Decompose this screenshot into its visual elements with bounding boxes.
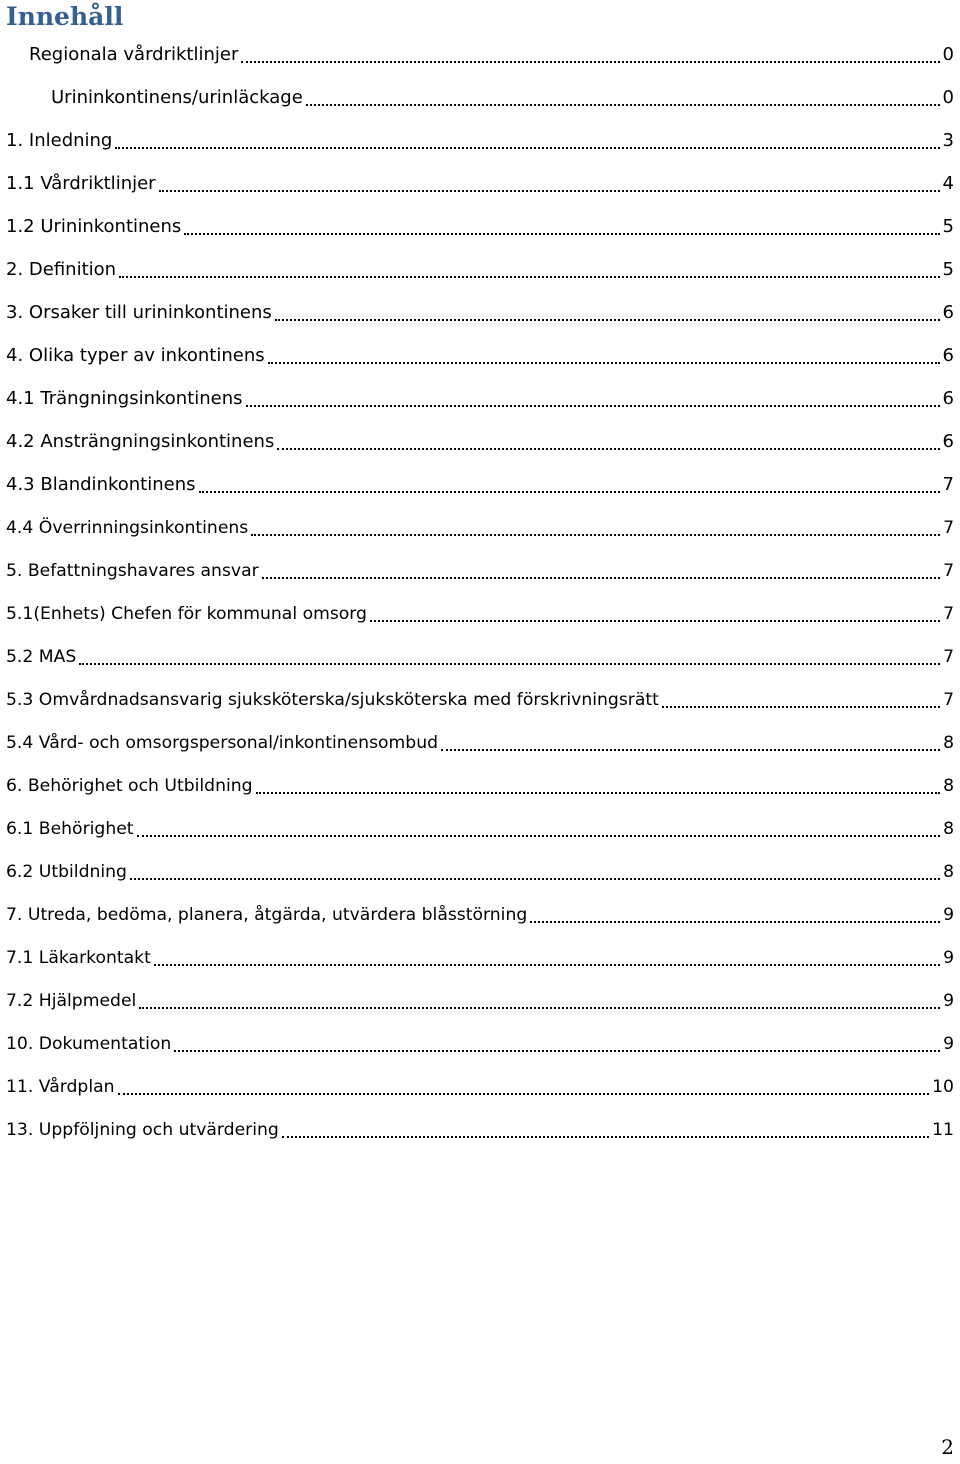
toc-heading: Innehåll bbox=[6, 2, 124, 31]
toc-entry-title: 1. Inledning bbox=[6, 130, 113, 151]
toc-entry-anstrangningsinkontinens[interactable] bbox=[0, 420, 960, 463]
toc-entry-page: 4 bbox=[942, 173, 954, 194]
toc-entry-page: 0 bbox=[942, 87, 954, 108]
dot-leader bbox=[130, 878, 940, 880]
toc-entry-lakarkontakt[interactable] bbox=[0, 936, 960, 979]
dot-leader bbox=[79, 663, 940, 665]
toc-entry-omvardnadsansvarig-sjukskoterska[interactable] bbox=[0, 678, 960, 721]
toc-entry-mas[interactable] bbox=[0, 635, 960, 678]
toc-entry-title: 6.2 Utbildning bbox=[6, 861, 127, 882]
toc-entry-title: 11. Vårdplan bbox=[6, 1076, 115, 1097]
dot-leader bbox=[662, 706, 940, 708]
toc-entry-page: 6 bbox=[942, 345, 954, 366]
dot-leader bbox=[268, 362, 940, 364]
toc-entry-page: 3 bbox=[942, 130, 954, 151]
toc-entry-title: 10. Dokumentation bbox=[6, 1033, 172, 1054]
toc-entry-title: 6.1 Behörighet bbox=[6, 818, 134, 839]
toc-entry-page: 8 bbox=[943, 732, 954, 753]
toc-entry-regionala-vardriktlinjer[interactable] bbox=[0, 33, 960, 76]
dot-leader bbox=[184, 233, 939, 235]
dot-leader bbox=[256, 792, 941, 794]
toc-entry-title: 4.3 Blandinkontinens bbox=[6, 474, 196, 495]
toc-entry-page: 9 bbox=[943, 904, 954, 925]
toc-entry-blandinkontinens[interactable] bbox=[0, 463, 960, 506]
toc-entry-chefen-kommunal-omsorg[interactable] bbox=[0, 592, 960, 635]
dot-leader bbox=[370, 620, 940, 622]
toc-entry-page: 7 bbox=[943, 517, 954, 538]
toc-entry-title: 5.4 Vård- och omsorgspersonal/inkontinensombud bbox=[6, 732, 439, 753]
toc-entry-page: 6 bbox=[942, 302, 954, 323]
toc-entry-title: 7.1 Läkarkontakt bbox=[6, 947, 151, 968]
toc-entry-page: 5 bbox=[942, 216, 954, 237]
toc-entry-title: 6. Behörighet och Utbildning bbox=[6, 775, 253, 796]
table-of-contents bbox=[0, 33, 960, 1151]
dot-leader bbox=[246, 405, 940, 407]
toc-entry-title: 4.1 Trängningsinkontinens bbox=[6, 388, 243, 409]
toc-entry-urininkontinens-urinlackage[interactable] bbox=[0, 76, 960, 119]
toc-entry-uppfoljning-och-utvardering[interactable] bbox=[0, 1108, 960, 1151]
toc-entry-page: 7 bbox=[942, 474, 954, 495]
toc-entry-title: 1.1 Vårdriktlinjer bbox=[6, 173, 156, 194]
toc-entry-title: 4.2 Ansträngningsinkontinens bbox=[6, 431, 275, 452]
toc-entry-olika-typer[interactable] bbox=[0, 334, 960, 377]
dot-leader bbox=[251, 534, 940, 536]
toc-entry-vardriktlinjer[interactable] bbox=[0, 162, 960, 205]
toc-entry-befattningshavares-ansvar[interactable] bbox=[0, 549, 960, 592]
dot-leader bbox=[137, 835, 941, 837]
toc-entry-page: 8 bbox=[943, 818, 954, 839]
dot-leader bbox=[159, 190, 940, 192]
toc-entry-page: 9 bbox=[943, 990, 954, 1011]
toc-entry-page: 0 bbox=[942, 44, 954, 65]
toc-entry-vard-och-omsorgspersonal[interactable] bbox=[0, 721, 960, 764]
toc-entry-title: 4. Olika typer av inkontinens bbox=[6, 345, 265, 366]
toc-entry-page: 7 bbox=[943, 603, 954, 624]
dot-leader bbox=[277, 448, 939, 450]
dot-leader bbox=[275, 319, 940, 321]
toc-entry-vardplan[interactable] bbox=[0, 1065, 960, 1108]
toc-entry-title: 5.1(Enhets) Chefen för kommunal omsorg bbox=[6, 603, 367, 624]
dot-leader bbox=[154, 964, 940, 966]
toc-entry-title: 5.3 Omvårdnadsansvarig sjuksköterska/sjuksköterska med förskrivningsrätt bbox=[6, 689, 659, 710]
toc-entry-inledning[interactable] bbox=[0, 119, 960, 162]
dot-leader bbox=[199, 491, 940, 493]
toc-entry-page: 6 bbox=[942, 431, 954, 452]
dot-leader bbox=[306, 104, 940, 106]
dot-leader bbox=[119, 276, 939, 278]
toc-entry-page: 9 bbox=[943, 947, 954, 968]
toc-entry-page: 7 bbox=[943, 560, 954, 581]
dot-leader bbox=[262, 577, 940, 579]
toc-entry-title: 13. Uppföljning och utvärdering bbox=[6, 1119, 279, 1140]
toc-entry-page: 10 bbox=[932, 1076, 954, 1097]
toc-entry-overrinningsinkontinens[interactable] bbox=[0, 506, 960, 549]
toc-entry-page: 11 bbox=[932, 1119, 954, 1140]
toc-entry-title: Regionala vårdriktlinjer bbox=[29, 44, 239, 65]
toc-entry-page: 8 bbox=[943, 775, 954, 796]
toc-entry-title: 2. Definition bbox=[6, 259, 117, 280]
toc-entry-behorighet-och-utbildning[interactable] bbox=[0, 764, 960, 807]
page-number: 2 bbox=[941, 1435, 954, 1459]
dot-leader bbox=[241, 61, 939, 63]
dot-leader bbox=[282, 1136, 929, 1138]
toc-entry-page: 6 bbox=[942, 388, 954, 409]
toc-entry-title: 5.2 MAS bbox=[6, 646, 77, 667]
toc-entry-page: 9 bbox=[943, 1033, 954, 1054]
toc-entry-urininkontinens[interactable] bbox=[0, 205, 960, 248]
toc-entry-title: 3. Orsaker till urininkontinens bbox=[6, 302, 272, 323]
dot-leader bbox=[441, 749, 940, 751]
toc-entry-page: 7 bbox=[943, 689, 954, 710]
dot-leader bbox=[115, 147, 939, 149]
toc-entry-behorighet[interactable] bbox=[0, 807, 960, 850]
dot-leader bbox=[174, 1050, 940, 1052]
toc-entry-title: Urininkontinens/urinläckage bbox=[51, 87, 303, 108]
toc-entry-page: 5 bbox=[942, 259, 954, 280]
toc-entry-page: 7 bbox=[943, 646, 954, 667]
dot-leader bbox=[530, 921, 940, 923]
dot-leader bbox=[118, 1093, 930, 1095]
dot-leader bbox=[139, 1007, 940, 1009]
toc-entry-title: 5. Befattningshavares ansvar bbox=[6, 560, 259, 581]
toc-entry-utbildning[interactable] bbox=[0, 850, 960, 893]
toc-entry-orsaker[interactable] bbox=[0, 291, 960, 334]
toc-entry-definition[interactable] bbox=[0, 248, 960, 291]
toc-entry-dokumentation[interactable] bbox=[0, 1022, 960, 1065]
toc-entry-title: 1.2 Urininkontinens bbox=[6, 216, 182, 237]
toc-entry-page: 8 bbox=[943, 861, 954, 882]
toc-entry-trangningsinkontinens[interactable] bbox=[0, 377, 960, 420]
toc-entry-title: 7.2 Hjälpmedel bbox=[6, 990, 137, 1011]
toc-entry-hjalpmedel[interactable] bbox=[0, 979, 960, 1022]
toc-entry-title: 7. Utreda, bedöma, planera, åtgärda, utvärdera blåsstörning bbox=[6, 904, 528, 925]
toc-entry-title: 4.4 Överrinningsinkontinens bbox=[6, 517, 249, 538]
toc-entry-utreda-bedoma-planera[interactable] bbox=[0, 893, 960, 936]
